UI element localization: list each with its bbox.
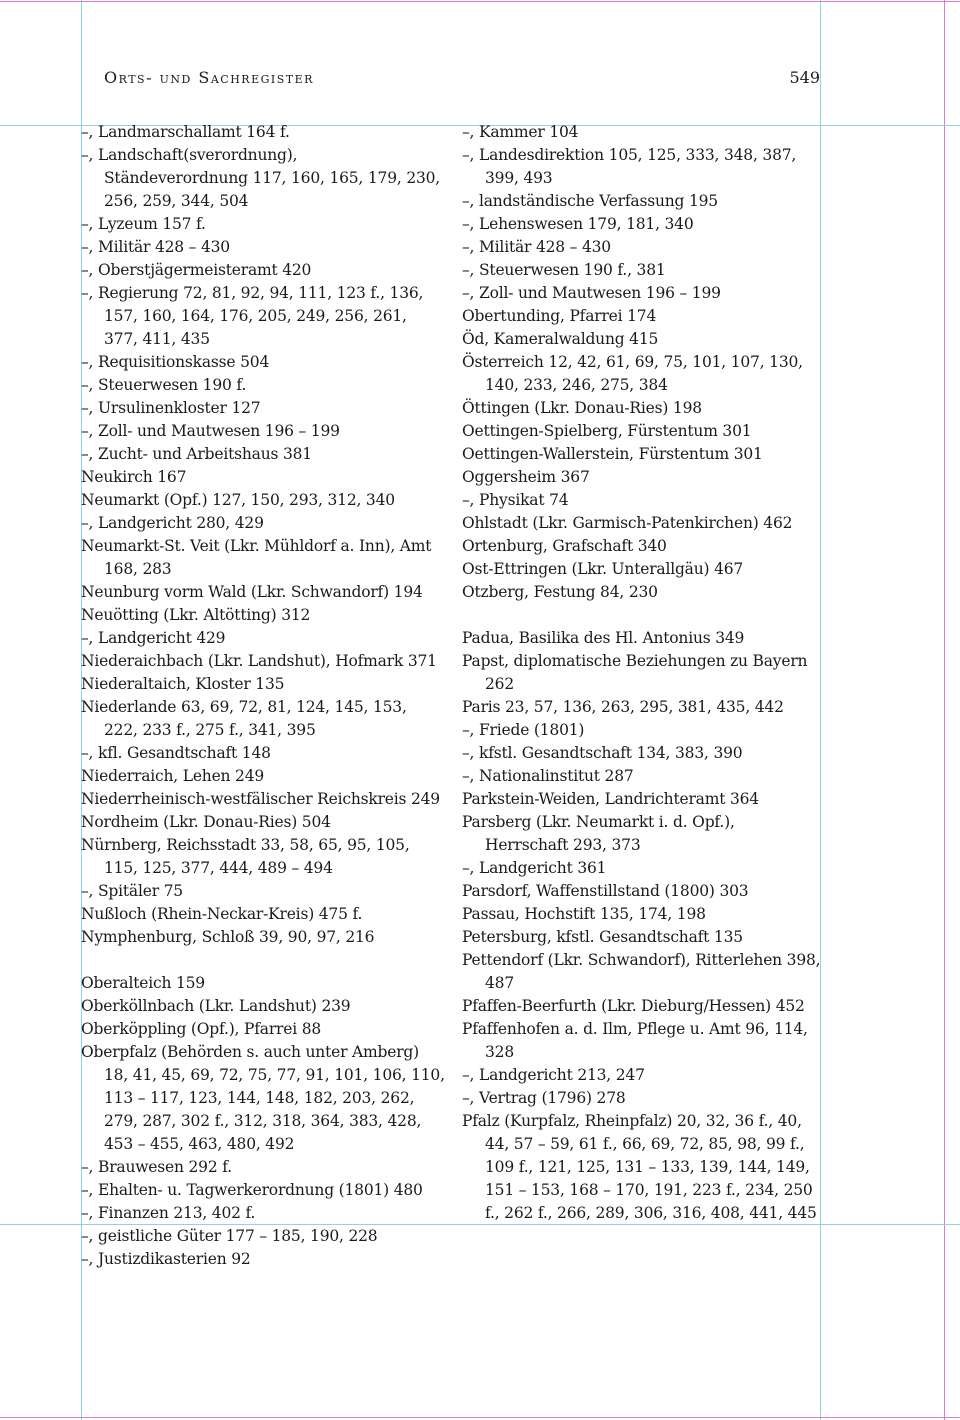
index-entry: –, Ursulinenkloster 127 [81, 399, 261, 417]
index-entry: –, Nationalinstitut 287 [462, 767, 634, 785]
index-entry: Parsdorf, Waffenstillstand (1800) 303 [462, 882, 749, 900]
index-entry: Ortenburg, Grafschaft 340 [462, 537, 667, 555]
index-entry: Öd, Kameralwaldung 415 [462, 330, 659, 348]
running-title: Orts- und Sachregister [104, 68, 314, 87]
index-entry: –, Landgericht 280, 429 [81, 514, 264, 532]
index-entry: Oggersheim 367 [462, 468, 590, 486]
index-entry: Parsberg (Lkr. Neumarkt i. d. Opf.), Herrschaft 293, 373 [462, 813, 735, 854]
index-entry: –, kfstl. Gesandtschaft 134, 383, 390 [462, 744, 743, 762]
index-entry: Padua, Basilika des Hl. Antonius 349 [462, 629, 745, 647]
index-entry: –, Landgericht 361 [462, 859, 607, 877]
page-number: 549 [789, 68, 820, 87]
index-entry: –, Lyzeum 157 f. [81, 215, 206, 233]
index-entry: –, Landgericht 213, 247 [462, 1066, 645, 1084]
index-entry: –, Friede (1801) [462, 721, 585, 739]
index-entry: –, Steuerwesen 190 f., 381 [462, 261, 666, 279]
index-entry: Oettingen-Spielberg, Fürstentum 301 [462, 422, 752, 440]
index-entry: –, Landschaft(sverordnung), Ständeverordnung 117, 160, 165, 179, 230, 256, 259, 344, 504 [81, 146, 441, 210]
guide-line-margin [944, 0, 945, 1420]
index-entry: –, Zoll- und Mautwesen 196 – 199 [462, 284, 721, 302]
index-entry: Niederraich, Lehen 249 [81, 767, 265, 785]
index-entry: Niederaichbach (Lkr. Landshut), Hofmark 371 [81, 652, 437, 670]
index-entry: Petersburg, kfstl. Gesandtschaft 135 [462, 928, 743, 946]
index-entry: Neumarkt (Opf.) 127, 150, 293, 312, 340 [81, 491, 395, 509]
page-header [104, 68, 820, 92]
index-entry: –, Brauwesen 292 f. [81, 1158, 232, 1176]
index-entry: –, Ehalten- u. Tagwerkerordnung (1801) 480 [81, 1181, 423, 1199]
index-entry: Passau, Hochstift 135, 174, 198 [462, 905, 706, 923]
index-column-left [81, 121, 445, 1271]
index-entry: –, Landmarschallamt 164 f. [81, 123, 290, 141]
index-entry: –, Requisitionskasse 504 [81, 353, 270, 371]
index-entry: Otzberg, Festung 84, 230 [462, 583, 658, 601]
index-entry: Neunburg vorm Wald (Lkr. Schwandorf) 194 [81, 583, 423, 601]
index-entry: –, Lehenswesen 179, 181, 340 [462, 215, 694, 233]
index-entry: –, Kammer 104 [462, 123, 579, 141]
index-entry: Niederlande 63, 69, 72, 81, 124, 145, 153, 222, 233 f., 275 f., 341, 395 [81, 698, 407, 739]
index-entry: –, Regierung 72, 81, 92, 94, 111, 123 f., 136, 157, 160, 164, 176, 205, 249, 256, 261, 377, 411, 435 [81, 284, 424, 348]
index-entry: Pfaffen-Beerfurth (Lkr. Dieburg/Hessen) 452 [462, 997, 805, 1015]
index-entry: –, Finanzen 213, 402 f. [81, 1204, 256, 1222]
index-entry: –, kfl. Gesandtschaft 148 [81, 744, 271, 762]
index-entry: Österreich 12, 42, 61, 69, 75, 101, 107, 130, 140, 233, 246, 275, 384 [462, 353, 803, 394]
index-entry: Ohlstadt (Lkr. Garmisch-Patenkirchen) 462 [462, 514, 793, 532]
index-entry: Parkstein-Weiden, Landrichteramt 364 [462, 790, 759, 808]
index-entry: Ost-Ettringen (Lkr. Unterallgäu) 467 [462, 560, 744, 578]
index-entry: Neuötting (Lkr. Altötting) 312 [81, 606, 311, 624]
index-entry: –, Justizdikasterien 92 [81, 1250, 251, 1268]
index-entry: –, geistliche Güter 177 – 185, 190, 228 [81, 1227, 378, 1245]
index-entry: –, Physikat 74 [462, 491, 569, 509]
index-entry: Nordheim (Lkr. Donau-Ries) 504 [81, 813, 331, 831]
index-entry: Nymphenburg, Schloß 39, 90, 97, 216 [81, 928, 375, 946]
index-entry: Niederrheinisch-westfälischer Reichskreis 249 [81, 790, 440, 808]
index-entry: –, Militär 428 – 430 [462, 238, 611, 256]
index-entry: –, Zucht- und Arbeitshaus 381 [81, 445, 312, 463]
index-entry: –, Steuerwesen 190 f. [81, 376, 247, 394]
index-entry: Oberpfalz (Behörden s. auch unter Amberg) 18, 41, 45, 69, 72, 75, 77, 91, 101, 106, 110, 113 – 117, 123, 144, 148, 182, 203, 262, 279, 287, 302 f., 312, 318, 364, 383, 428, 453 – 455, 463, 480, 492 [81, 1043, 445, 1153]
index-entry: Nürnberg, Reichsstadt 33, 58, 65, 95, 105, 115, 125, 377, 444, 489 – 494 [81, 836, 410, 877]
index-entry: Papst, diplomatische Beziehungen zu Bayern 262 [462, 652, 808, 693]
index-entry: Neukirch 167 [81, 468, 187, 486]
index-entry: Paris 23, 57, 136, 263, 295, 381, 435, 442 [462, 698, 784, 716]
index-entry: –, Zoll- und Mautwesen 196 – 199 [81, 422, 340, 440]
index-entry: –, Landesdirektion 105, 125, 333, 348, 387, 399, 493 [462, 146, 797, 187]
index-entry: Oberköllnbach (Lkr. Landshut) 239 [81, 997, 351, 1015]
index-entry: –, landständische Verfassung 195 [462, 192, 718, 210]
index-entry: –, Militär 428 – 430 [81, 238, 230, 256]
index-entry: Niederaltaich, Kloster 135 [81, 675, 285, 693]
index-entry: Pettendorf (Lkr. Schwandorf), Ritterlehen 398, 487 [462, 951, 821, 992]
index-column-right [462, 121, 822, 1225]
guide-line-page-top [0, 1, 960, 2]
index-entry: Öttingen (Lkr. Donau-Ries) 198 [462, 399, 702, 417]
index-entry: –, Oberstjägermeisteramt 420 [81, 261, 312, 279]
index-entry: Nußloch (Rhein-Neckar-Kreis) 475 f. [81, 905, 363, 923]
index-entry: –, Landgericht 429 [81, 629, 226, 647]
guide-line-page-bottom [0, 1417, 960, 1418]
index-entry: Pfaffenhofen a. d. Ilm, Pflege u. Amt 96, 114, 328 [462, 1020, 808, 1061]
index-entry: Oberköppling (Opf.), Pfarrei 88 [81, 1020, 322, 1038]
index-entry: Obertunding, Pfarrei 174 [462, 307, 657, 325]
index-entry: –, Spitäler 75 [81, 882, 183, 900]
index-entry: Pfalz (Kurpfalz, Rheinpfalz) 20, 32, 36 f., 40, 44, 57 – 59, 61 f., 66, 69, 72, 85, 98, 99 f., 109 f., 121, 125, 131 – 133, 139, 144, 149, 151 – 153, 168 – 170, 191, 223 f., 234, 250 f., 262 f., 266, 289, 306, 316, 408, 441, 445 [462, 1112, 817, 1222]
index-entry: –, Vertrag (1796) 278 [462, 1089, 626, 1107]
index-entry: Neumarkt-St. Veit (Lkr. Mühldorf a. Inn), Amt 168, 283 [81, 537, 432, 578]
index-entry: Oettingen-Wallerstein, Fürstentum 301 [462, 445, 763, 463]
index-entry: Oberalteich 159 [81, 974, 205, 992]
